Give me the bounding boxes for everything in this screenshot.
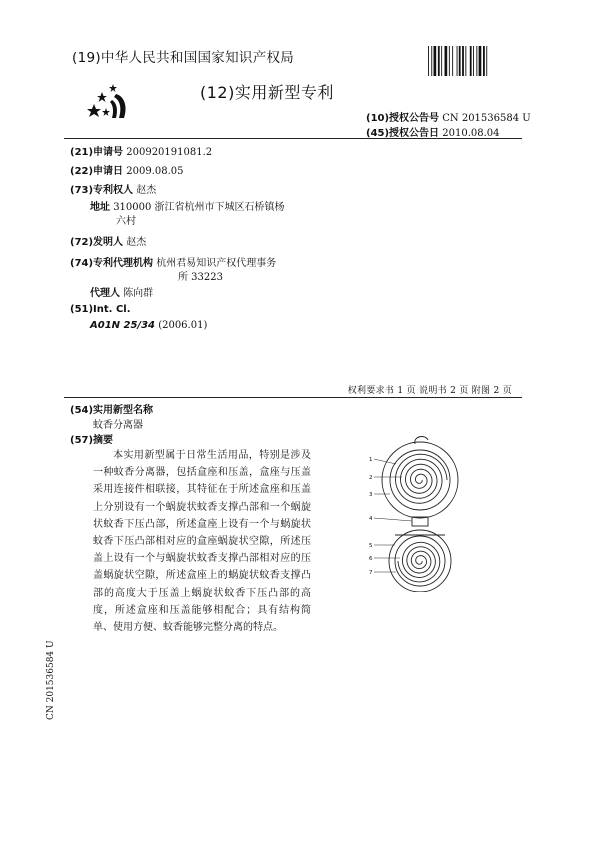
agency-row: [70, 254, 276, 269]
barcode-bar: [462, 46, 464, 76]
pages-rule: [64, 397, 522, 398]
barcode-bar: [470, 46, 472, 76]
barcode-bar: [445, 46, 448, 76]
pub-date-label: (45)授权公告日: [366, 128, 440, 139]
barcode-bar: [434, 46, 437, 76]
side-publication-code: CN 201536584 U: [46, 640, 56, 720]
barcode-bar: [457, 46, 458, 76]
address-value-line2: 六村: [116, 216, 136, 227]
drawing-label-1: 1: [369, 457, 373, 463]
drawing-label-2: 2: [369, 475, 373, 481]
int-cl-code: A01N 25/34: [90, 320, 155, 331]
patentee-row: [70, 181, 156, 196]
utility-model-title: 蚊香分离器: [93, 420, 143, 431]
inventor-row: [70, 233, 146, 248]
barcode-bar: [428, 46, 429, 76]
abstract-drawing: [360, 432, 510, 592]
document-type: (12)实用新型专利: [200, 83, 334, 102]
agency-label: (74)专利代理机构: [70, 258, 154, 269]
pub-date-row: [366, 124, 500, 139]
int-cl-version: (2006.01): [158, 320, 208, 331]
barcode-bar: [452, 46, 453, 76]
app-no-row: [70, 143, 212, 158]
barcode-bar: [438, 46, 440, 76]
address-row: [90, 198, 285, 213]
cnipa-logo: [86, 78, 132, 124]
pub-number-row: [366, 109, 531, 124]
drawing-label-5: 5: [369, 543, 373, 549]
app-no-label: (21)申请号: [70, 147, 124, 158]
int-cl-row: [70, 304, 131, 315]
barcode: [428, 46, 514, 76]
title-label: (54)实用新型名称: [70, 405, 154, 416]
agency-value-line2: 所 33223: [178, 272, 223, 283]
barcode-bar: [483, 46, 485, 76]
barcode-bar: [431, 46, 432, 76]
drawing-label-7: 7: [369, 570, 373, 576]
drawing-label-3: 3: [369, 492, 373, 498]
agency-value-line1: 杭州君易知识产权代理事务: [156, 258, 277, 269]
pub-number-label: (10)授权公告号: [366, 113, 440, 124]
int-cl-code-row: [90, 320, 207, 331]
agent-label: 代理人: [90, 288, 120, 299]
drawing-label-4: 4: [369, 516, 373, 522]
barcode-bar: [465, 46, 466, 76]
pub-date: 2010.08.04: [442, 128, 500, 139]
patentee-label: (73)专利权人: [70, 185, 134, 196]
barcode-bar: [479, 46, 482, 76]
barcode-bar: [441, 46, 442, 76]
filing-date-label: (22)申请日: [70, 166, 124, 177]
agent-value: 陈向群: [123, 288, 154, 299]
barcode-bar: [459, 46, 461, 76]
abstract-label: (57)摘要: [70, 435, 114, 446]
barcode-bar: [449, 46, 450, 76]
inventor-value: 赵杰: [126, 237, 147, 248]
abstract-text: 本实用新型属于日常生活用品，特别是涉及一种蚊香分离器，包括盒座和压盖，盒座与压盖采用连接件相联接，其特征在于所述盒座和压盖上分别设有一个蜗旋状蚊香支撑凸部和一个蜗旋状蚊香下压凸部，所述盒座上设有一个与蜗旋状蚊香下压凸部相对应的盒座蜗旋状空隙，所述压盖上设有一个与蜗旋状蚊香支撑凸部相对应的压盖蜗旋状空隙，所述盒座上的蜗旋状蚊香支撑凸部的高度大于压盖上蜗旋状蚊香下压凸部的高度，所述盒座和压盖能够相配合；具有结构简单、使用方便、蚊香能够完整分离的特点。: [93, 450, 311, 634]
address-value-line1: 310000 浙江省杭州市下城区石桥镇杨: [113, 202, 285, 213]
barcode-bar: [476, 46, 477, 76]
filing-date-value: 2009.08.05: [126, 166, 184, 177]
app-no-value: 200920191081.2: [126, 147, 213, 158]
address-label: 地址: [90, 202, 110, 213]
header-rule: [64, 138, 522, 139]
drawing-label-6: 6: [369, 556, 373, 562]
agent-row: [90, 284, 153, 299]
int-cl-label: (51)Int. Cl.: [70, 304, 131, 315]
barcode-bar: [473, 46, 474, 76]
issuing-office: (19)中华人民共和国国家知识产权局: [72, 50, 295, 66]
patentee-value: 赵杰: [136, 185, 157, 196]
pages-summary: 权利要求书 1 页 说明书 2 页 附图 2 页: [347, 386, 512, 396]
pub-number: CN 201536584 U: [442, 113, 531, 124]
inventor-label: (72)发明人: [70, 237, 124, 248]
barcode-bar: [486, 46, 487, 76]
filing-date-row: [70, 162, 184, 177]
